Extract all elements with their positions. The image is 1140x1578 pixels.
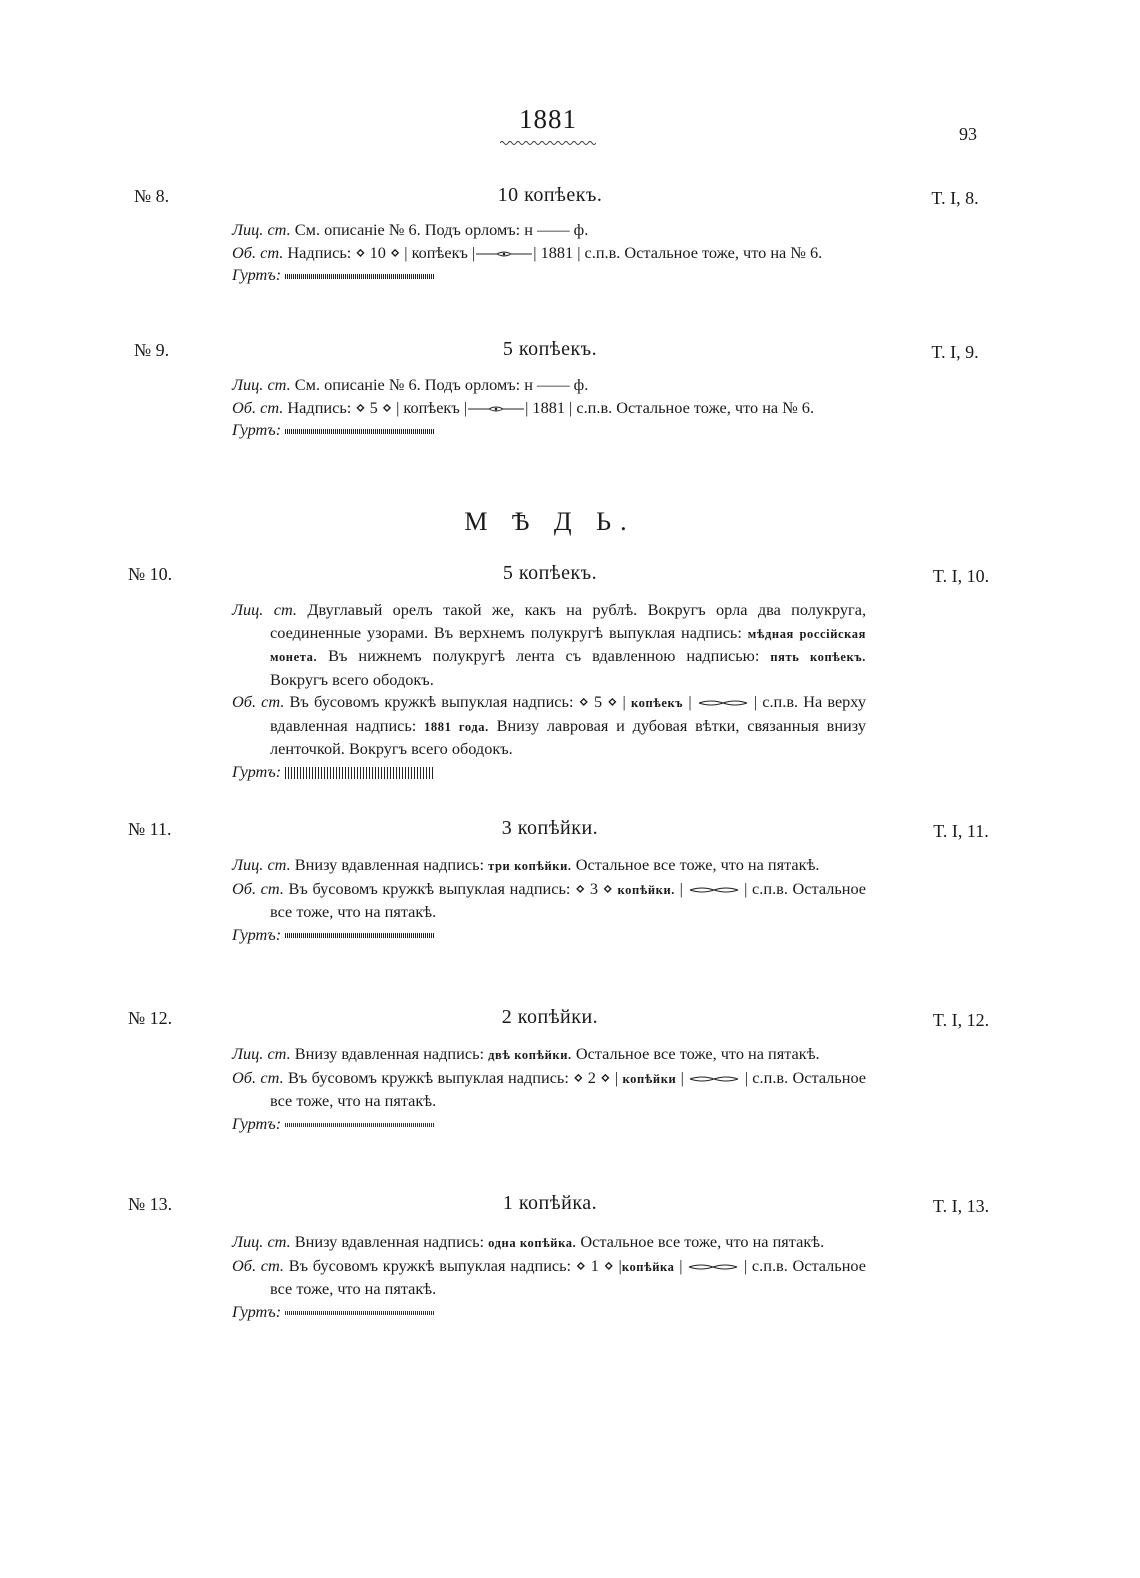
edge-pattern (285, 429, 435, 434)
edge-description: Гуртъ: (232, 924, 866, 947)
entry-number: № 12. (128, 1008, 173, 1028)
entry-description (232, 1231, 866, 1323)
ornament-icon (475, 250, 533, 258)
entry-number: № 9. (134, 340, 170, 360)
edge-description: Гуртъ: (232, 1113, 866, 1136)
ornament-icon (697, 699, 749, 707)
edge-description: Гуртъ: (232, 419, 866, 442)
obverse-description: Лиц. ст. См. описаніе № 6. Подъ орломъ: н —— ф. (232, 375, 589, 394)
entry-number: № 11. (128, 819, 172, 839)
obverse-description: Лиц. ст. Двуглавый орелъ такой же, какъ на рублѣ. Вокругъ орла два полукруга, соединенные узорами. Въ верхнемъ полукругѣ выпуклая надпись: мѣдная россiйская монета. Въ нижнемъ полукругѣ лента съ вдавленною надписью: пять копѣекъ. Вокругъ всего ободокъ. (232, 600, 867, 689)
edge-pattern (285, 933, 435, 938)
entry-title: 5 копѣекъ. (502, 338, 598, 360)
reverse-description: Об. ст. Надпись: ⋄ 5 ⋄ | копѣекъ | | 1881 | с.п.в. Остальное тоже, что на № 6. (232, 397, 815, 417)
entry-number: № 8. (134, 186, 170, 206)
ornament-icon (467, 405, 525, 413)
entry-title: 3 копѣйки. (501, 817, 599, 839)
reverse-description: Об. ст. Въ бусовомъ кружкѣ выпуклая надпись: ⋄ 5 ⋄ | копѣекъ | | с.п.в. На верху вдавленная надпись: 1881 года. Внизу лавровая и дубовая вѣтки, связанныя внизу ленточкой. Вокругъ всего ободокъ. (232, 692, 867, 758)
entry-description (232, 1043, 866, 1135)
obverse-description: Лиц. ст. Внизу вдавленная надпись: три копѣйки. Остальное все тоже, что на пятакѣ. (232, 855, 820, 874)
edge-pattern (285, 1311, 435, 1315)
plate-reference: T. I, 9. (931, 342, 979, 362)
entry-number: № 10. (128, 564, 173, 584)
entry-description (232, 374, 866, 442)
reverse-description: Об. ст. Въ бусовомъ кружкѣ выпуклая надпись: ⋄ 2 ⋄ | копѣйки | | с.п.в. Остальное все тоже, что на пятакѣ. (232, 1067, 867, 1110)
plate-reference: T. I, 13. (932, 1196, 990, 1216)
page-year: 1881 (519, 104, 577, 134)
obverse-description: Лиц. ст. См. описаніе № 6. Подъ орломъ: н —— ф. (232, 220, 589, 239)
edge-description: Гуртъ: (232, 264, 866, 287)
entry-description (232, 599, 866, 783)
edge-pattern (285, 1123, 435, 1127)
entry-title: 10 копѣекъ. (497, 184, 603, 206)
plate-reference: T. I, 11. (933, 821, 989, 841)
edge-description: Гуртъ: (232, 1301, 866, 1324)
entry-title: 1 копѣйка. (502, 1192, 598, 1214)
edge-description: Гуртъ: (232, 761, 866, 784)
entry-description (232, 854, 866, 946)
reverse-description: Об. ст. Надпись: ⋄ 10 ⋄ | копѣекъ | | 1881 | с.п.в. Остальное тоже, что на № 6. (232, 242, 823, 262)
entry-description (232, 219, 866, 287)
edge-pattern (285, 274, 435, 279)
obverse-description: Лиц. ст. Внизу вдавленная надпись: двѣ копѣйки. Остальное все тоже, что на пятакѣ. (232, 1044, 820, 1063)
plate-reference: T. I, 8. (931, 188, 979, 208)
section-heading-copper: М Ѣ Д Ь. (464, 507, 636, 536)
reverse-description: Об. ст. Въ бусовомъ кружкѣ выпуклая надпись: ⋄ 1 ⋄ |копѣйка | | с.п.в. Остальное все тоже, что на пятакѣ. (232, 1255, 866, 1298)
plate-reference: T. I, 12. (932, 1010, 990, 1030)
ornament-icon (688, 886, 740, 894)
reverse-description: Об. ст. Въ бусовомъ кружкѣ выпуклая надпись: ⋄ 3 ⋄ копѣйки. | | с.п.в. Остальное все тоже, что на пятакѣ. (232, 878, 867, 921)
page-number: 93 (959, 124, 977, 144)
ornament-icon (687, 1263, 739, 1271)
edge-pattern (285, 767, 435, 779)
wavy-rule-ornament (500, 140, 596, 146)
entry-number: № 13. (128, 1194, 173, 1214)
ornament-icon (688, 1075, 740, 1083)
entry-title: 2 копѣйки. (501, 1006, 599, 1028)
obverse-description: Лиц. ст. Внизу вдавленная надпись: одна копѣйка. Остальное все тоже, что на пятакѣ. (232, 1232, 825, 1251)
entry-title: 5 копѣекъ. (502, 562, 598, 584)
plate-reference: T. I, 10. (932, 566, 990, 586)
